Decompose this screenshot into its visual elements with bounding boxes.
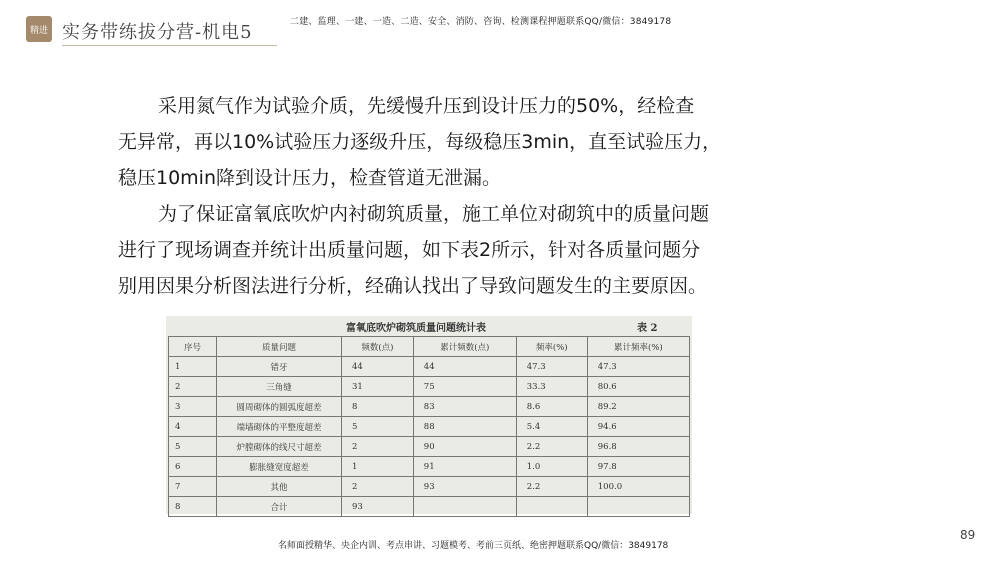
table-cell: 2 [342, 437, 414, 457]
table-cell: 7 [169, 477, 217, 497]
table-cell: 5 [342, 417, 414, 437]
table-header-row [169, 337, 690, 357]
table-cell: 3 [169, 397, 217, 417]
table-cell: 8 [169, 497, 217, 517]
table-cell: 8 [342, 397, 414, 417]
table-cell: 4 [169, 417, 217, 437]
table-row [169, 377, 690, 397]
table-row [169, 357, 690, 377]
quality-table-figure [166, 316, 692, 514]
paragraph-line: 稳压10min降到设计压力，检查管道无泄漏。 [118, 167, 502, 189]
table-cell: 圆周砌体的圆弧度超差 [217, 397, 342, 417]
course-title: 实务带练拔分营-机电5 [62, 22, 253, 43]
table-cell: 91 [413, 457, 516, 477]
header-cell: 质量问题 [217, 337, 342, 357]
table-cell: 83 [413, 397, 516, 417]
header-cell: 累计频数(点) [413, 337, 516, 357]
table-cell: 80.6 [587, 377, 689, 397]
table-cell: 93 [342, 497, 414, 517]
table-cell: 2 [169, 377, 217, 397]
paragraph-line: 无异常，再以10%试验压力逐级升压，每级稳压3min，直至试验压力， [118, 131, 722, 153]
header-cell: 频数(点) [342, 337, 414, 357]
table-cell: 错牙 [217, 357, 342, 377]
table-cell: 1 [342, 457, 414, 477]
paragraph-line: 采用氮气作为试验介质，先缓慢升压到设计压力的50%，经检查 [158, 95, 695, 117]
table-title: 富氧底吹炉砌筑质量问题统计表 [346, 323, 486, 334]
page-number: 89 [960, 528, 976, 542]
table-row [169, 417, 690, 437]
paragraph-2 [118, 196, 818, 304]
table-cell [413, 497, 516, 517]
top-banner: 二建、监理、一建、一造、二造、安全、消防、咨询、检测课程押题联系QQ/微信：3849178 [290, 17, 672, 27]
table-cell: 8.6 [516, 397, 587, 417]
table-cell: 90 [413, 437, 516, 457]
bottom-banner: 名师面授精华、央企内训、考点串讲、习题模考、考前三页纸、绝密押题联系QQ/微信：3849178 [278, 541, 669, 551]
table-cell: 炉膛砌体的线尺寸超差 [217, 437, 342, 457]
table-number: 表 2 [637, 323, 658, 334]
table-cell: 75 [413, 377, 516, 397]
header-cell: 序号 [169, 337, 217, 357]
table-row [169, 457, 690, 477]
table-cell: 93 [413, 477, 516, 497]
table-cell: 2.2 [516, 477, 587, 497]
table-cell: 膨胀缝宽度超差 [217, 457, 342, 477]
table-cell: 5.4 [516, 417, 587, 437]
table-cell: 47.3 [516, 357, 587, 377]
title-underline [62, 45, 277, 46]
table-cell: 5 [169, 437, 217, 457]
table-cell: 合计 [217, 497, 342, 517]
table-cell: 96.8 [587, 437, 689, 457]
table-cell: 其他 [217, 477, 342, 497]
table-cell [516, 497, 587, 517]
table-cell: 44 [413, 357, 516, 377]
paragraph-1 [118, 88, 818, 196]
quality-problem-table [168, 336, 690, 517]
paragraph-line: 别用因果分析图法进行分析，经确认找出了导致问题发生的主要原因。 [118, 275, 708, 297]
table-row [169, 437, 690, 457]
table-cell: 三角缝 [217, 377, 342, 397]
table-cell: 100.0 [587, 477, 689, 497]
table-cell: 89.2 [587, 397, 689, 417]
table-row [169, 497, 690, 517]
table-cell: 端墙砌体的平整度超差 [217, 417, 342, 437]
table-cell: 31 [342, 377, 414, 397]
table-cell: 94.6 [587, 417, 689, 437]
brand-logo: 精进 [26, 16, 52, 42]
table-cell: 6 [169, 457, 217, 477]
table-row [169, 477, 690, 497]
table-cell: 88 [413, 417, 516, 437]
paragraph-line: 进行了现场调查并统计出质量问题，如下表2所示，针对各质量问题分 [118, 239, 701, 261]
table-cell: 1 [169, 357, 217, 377]
table-cell: 97.8 [587, 457, 689, 477]
table-cell: 47.3 [587, 357, 689, 377]
header-cell: 累计频率(%) [587, 337, 689, 357]
header-cell: 频率(%) [516, 337, 587, 357]
table-cell: 2.2 [516, 437, 587, 457]
paragraph-line: 为了保证富氧底吹炉内衬砌筑质量，施工单位对砌筑中的质量问题 [158, 203, 710, 225]
table-cell [587, 497, 689, 517]
table-cell: 33.3 [516, 377, 587, 397]
table-cell: 44 [342, 357, 414, 377]
table-cell: 2 [342, 477, 414, 497]
table-row [169, 397, 690, 417]
table-cell: 1.0 [516, 457, 587, 477]
